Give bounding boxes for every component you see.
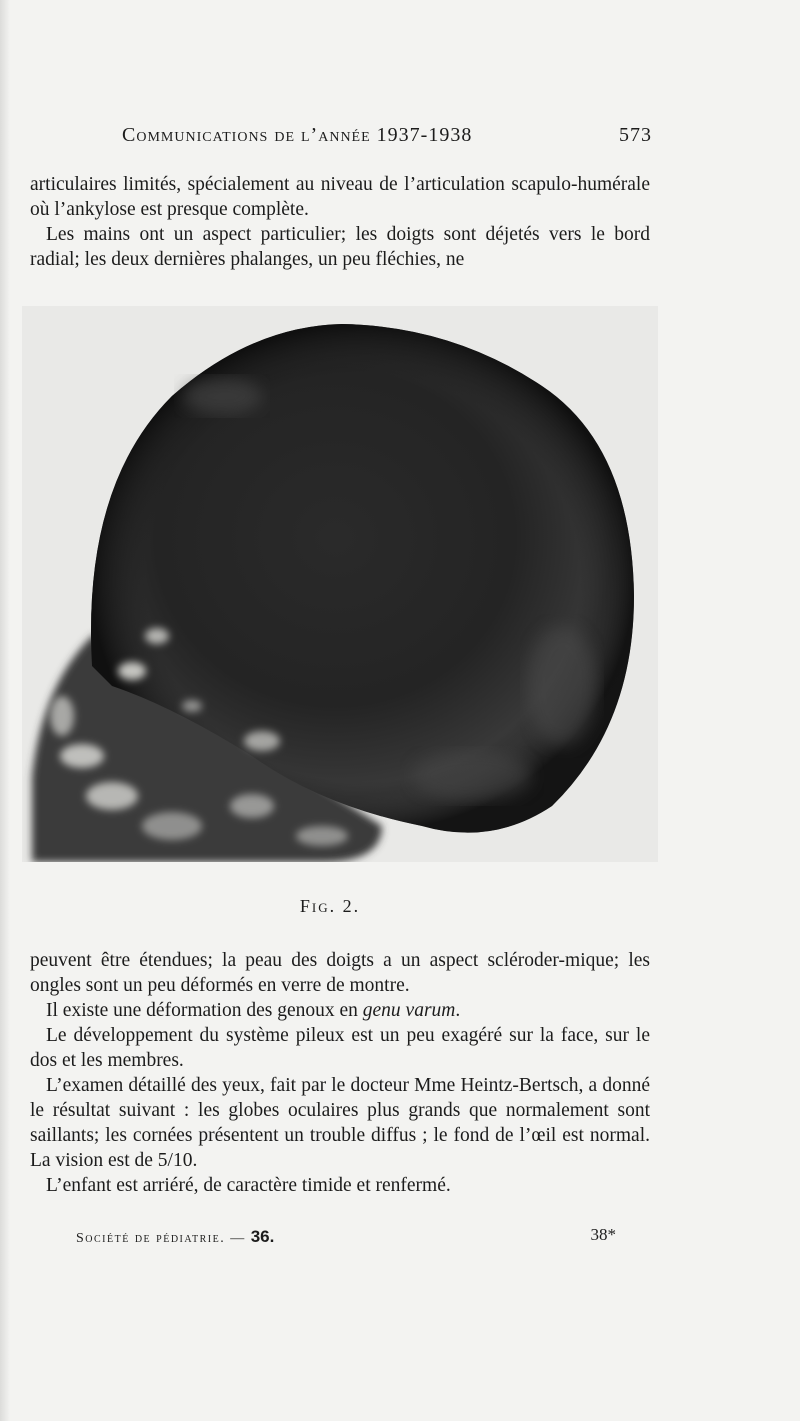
page-number: 573 [619,124,652,146]
footer-signature: 38* [590,1225,616,1244]
footer-number: 36. [250,1227,275,1246]
skull-xray-image [22,306,658,862]
paragraph: peuvent être étendues; la peau des doigts a un aspect scléroder-mique; les ongles sont un peu déformés en verre de montre. [30,950,650,996]
paragraph: Les mains ont un aspect particulier; les doigts sont déjetés vers le bord radial; les deux dernières phalanges, un peu fléchies, ne [30,224,650,270]
page-footer [76,1227,616,1247]
footer-dash: — [230,1231,246,1246]
footer-society: Société de pédiatrie. [76,1231,226,1246]
italic-term: genu varum [362,1000,456,1021]
running-head-title: Communications de l’année 1937-1938 [122,124,473,146]
running-head [122,124,652,147]
text-block-bottom [30,948,650,1198]
xray-figure [22,306,658,862]
text-block-top [30,172,650,272]
paragraph-text: Il existe une déformation des genoux en [46,1000,363,1021]
paragraph: L’examen détaillé des yeux, fait par le docteur Mme Heintz-Bertsch, a donné le résultat suivant : les globes oculaires plus grands que normalement sont saillants; les cornées présentent un trouble diffus ; le fond de l’œil est normal. La vision est de 5/10. [30,1075,650,1171]
paragraph-text: . [455,1000,461,1021]
paragraph: articulaires limités, spécialement au niveau de l’articulation scapulo-humérale où l’ankylose est presque complète. [30,174,650,220]
paragraph: L’enfant est arriéré, de caractère timide et renfermé. [46,1175,451,1196]
paragraph: Le développement du système pileux est un peu exagéré sur la face, sur le dos et les membres. [30,1025,650,1071]
figure-caption: Fig. 2. [299,896,361,916]
page-edge [0,0,10,1421]
paragraph [30,998,650,1023]
